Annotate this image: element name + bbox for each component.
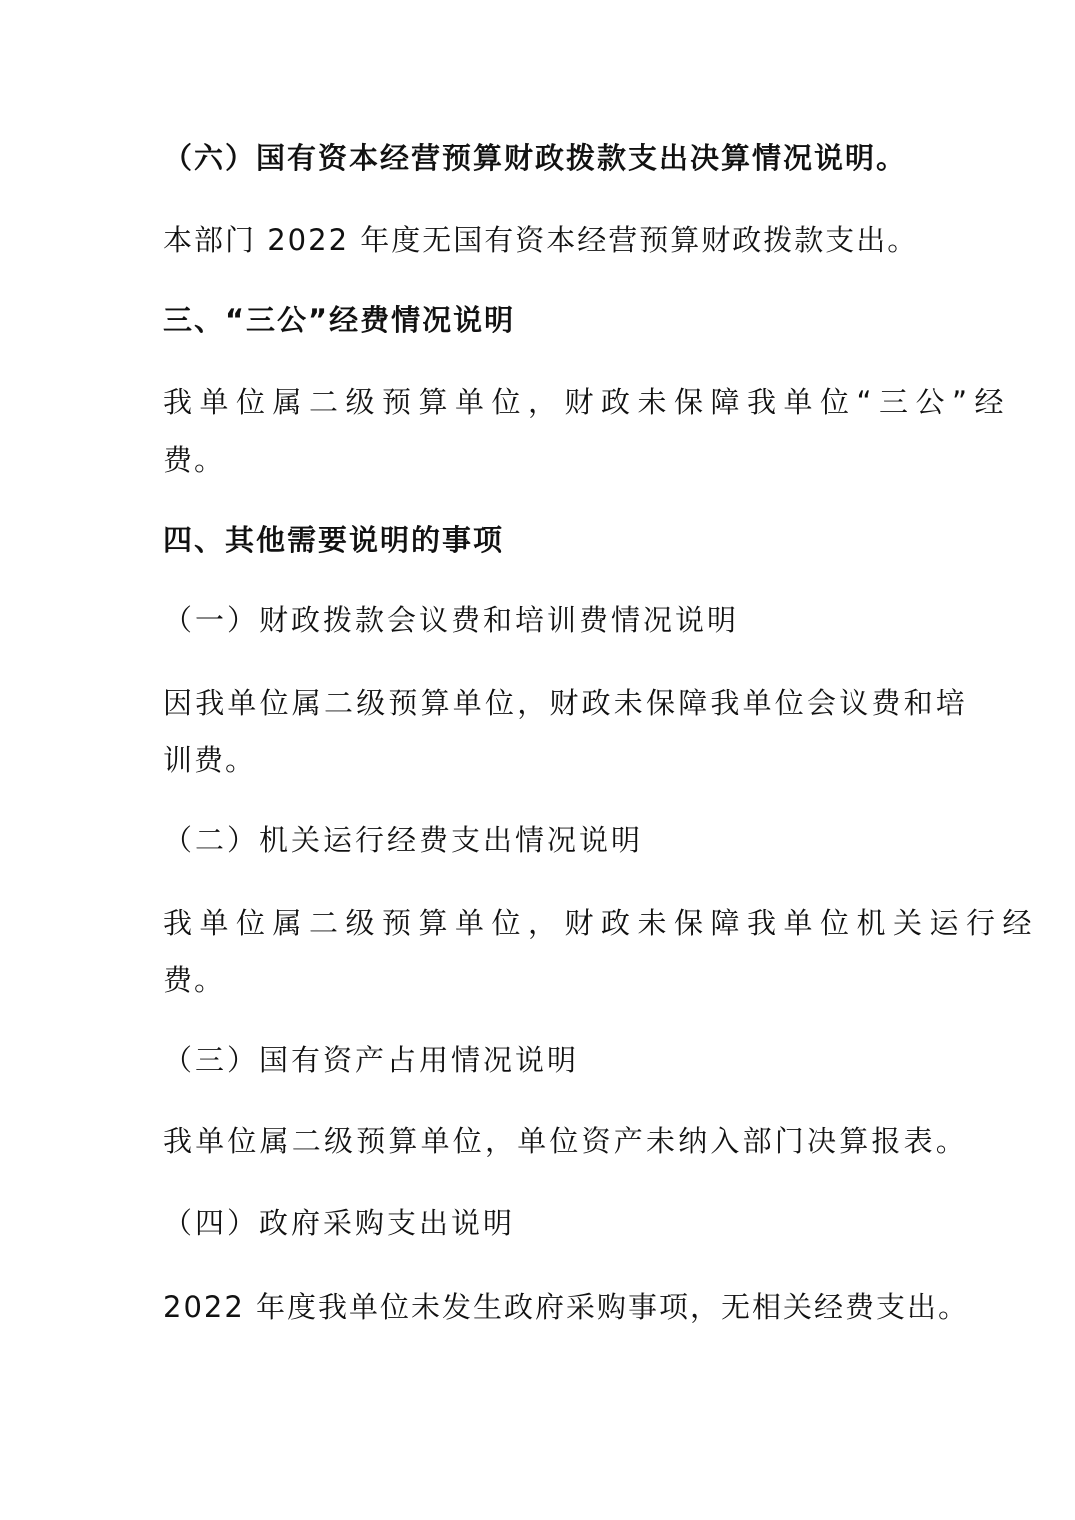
subsection-2-line-1: 我单位属二级预算单位，财政未保障我单位机关运行经: [163, 906, 1040, 940]
subsection-2-line-2: 费。: [163, 963, 226, 997]
section-title-3: 三、“三公”经费情况说明: [163, 303, 516, 337]
section-heading-6: （六）国有资本经营预算财政拨款支出决算情况说明。: [163, 141, 908, 175]
subsection-3-line-1: 我单位属二级预算单位，单位资产未纳入部门决算报表。: [163, 1124, 969, 1158]
subsection-1-line-2: 训费。: [163, 743, 257, 777]
subsection-1-line-1: 因我单位属二级预算单位，财政未保障我单位会议费和培: [163, 686, 969, 720]
section-title-4: 四、其他需要说明的事项: [163, 523, 505, 557]
paragraph-3-line-1: 我单位属二级预算单位，财政未保障我单位“三公”经: [163, 385, 1012, 419]
subsection-title-2: （二）机关运行经费支出情况说明: [163, 823, 644, 857]
subsection-title-4: （四）政府采购支出说明: [163, 1206, 516, 1240]
subsection-4-line-1: 2022 年度我单位未发生政府采购事项，无相关经费支出。: [163, 1290, 970, 1324]
subsection-title-1: （一）财政拨款会议费和培训费情况说明: [163, 603, 740, 637]
subsection-title-3: （三）国有资产占用情况说明: [163, 1043, 580, 1077]
paragraph-3-line-2: 费。: [163, 443, 226, 477]
paragraph-6: 本部门 2022 年度无国有资本经营预算财政拨款支出。: [163, 223, 919, 257]
